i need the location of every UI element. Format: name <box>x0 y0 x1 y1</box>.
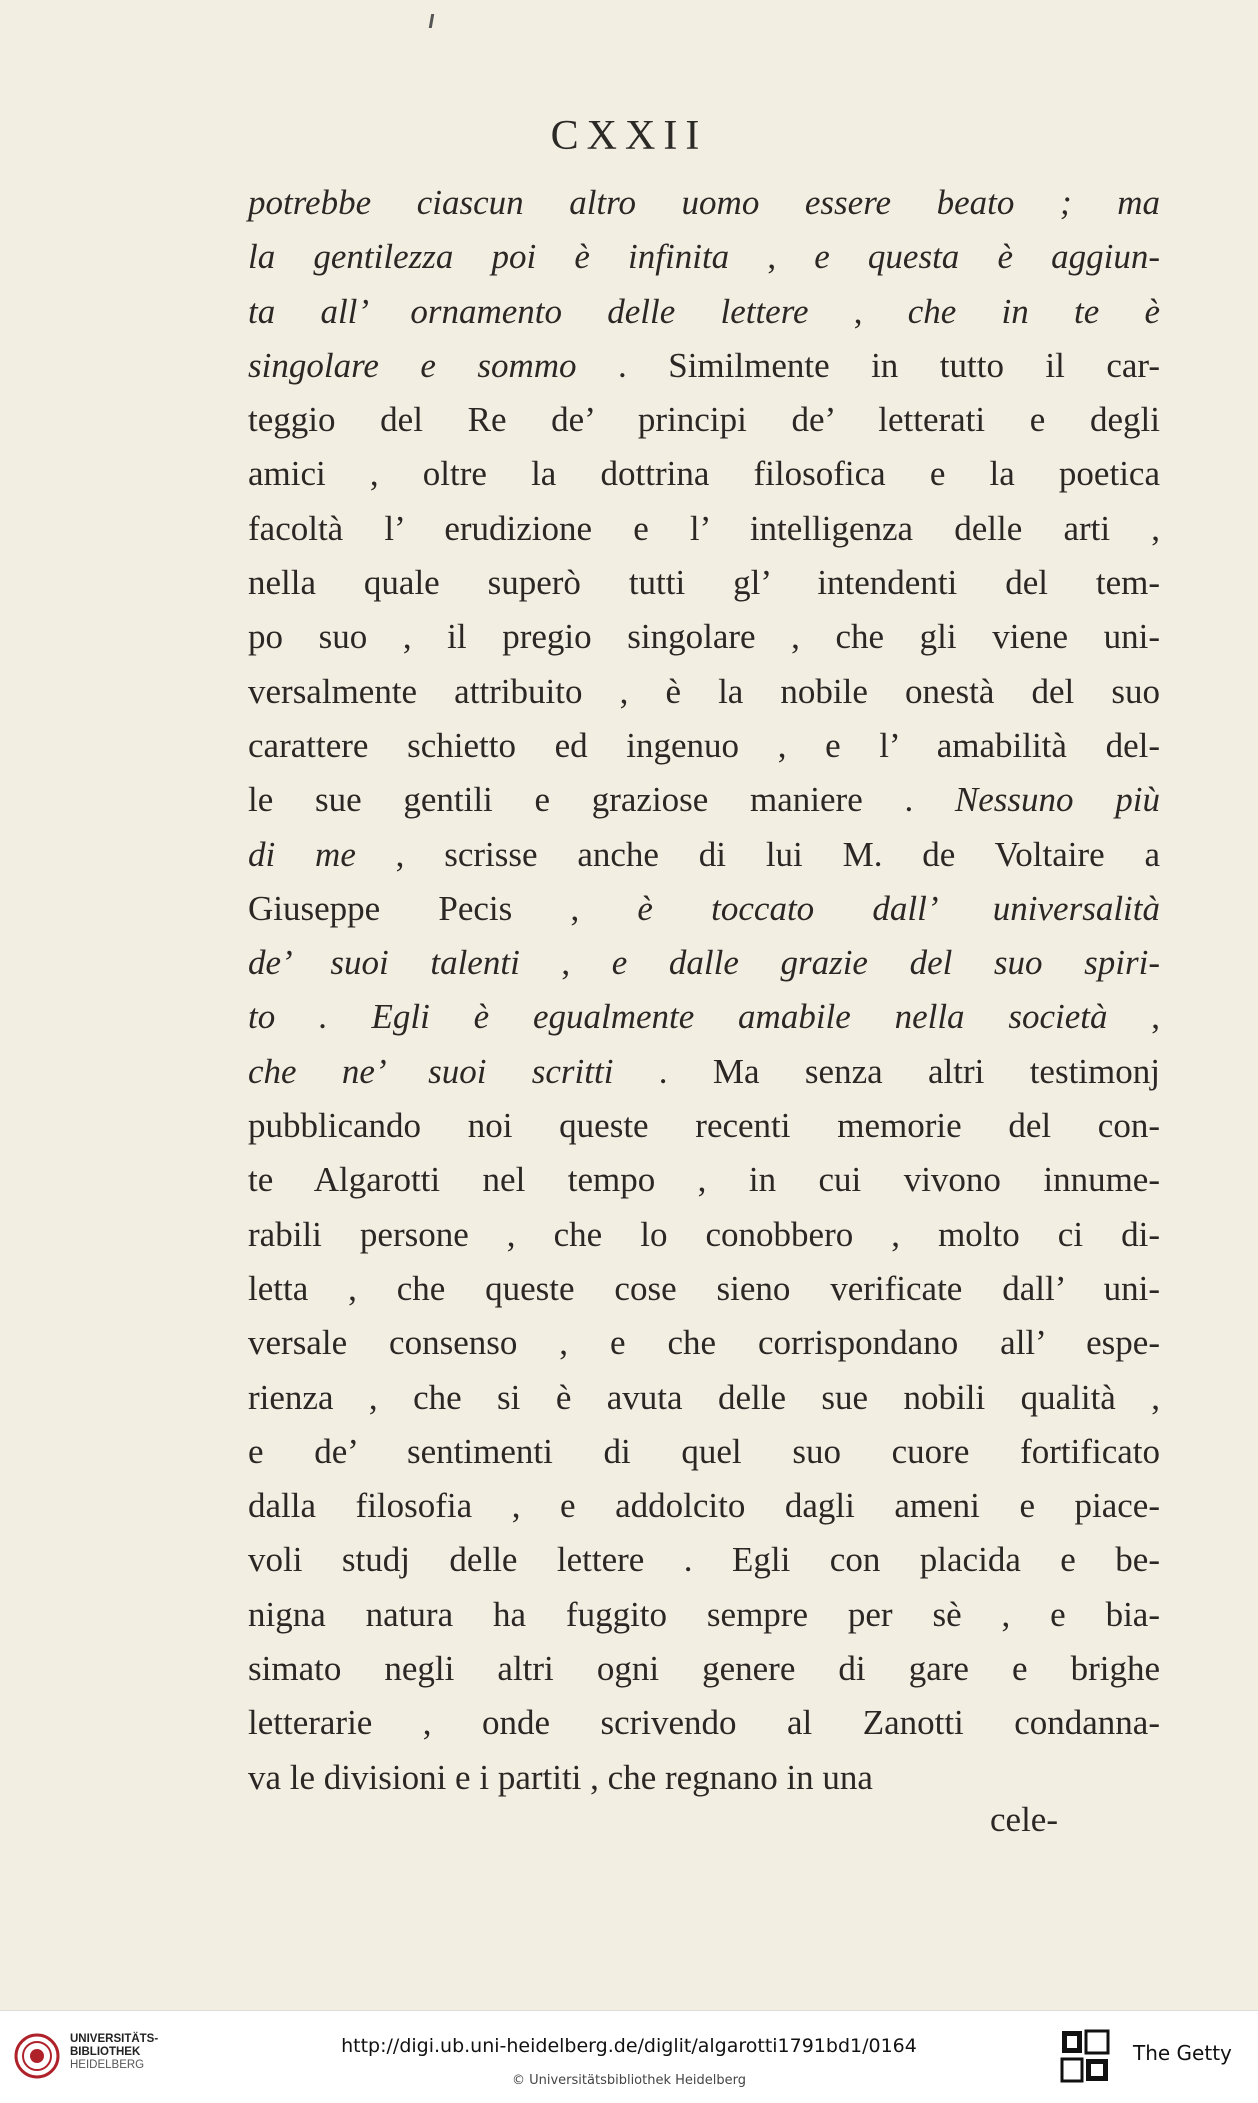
italic-segment: de’ suoi talenti <box>248 943 520 983</box>
italic-segment: potrebbe ciascun altro uomo essere beato ; ma <box>248 183 1160 222</box>
text-line <box>248 393 1160 447</box>
text-line <box>248 828 1160 882</box>
text-line <box>248 990 1160 1044</box>
text-line <box>248 610 1160 664</box>
text-segment: , <box>1107 997 1161 1037</box>
text-segment: versale consenso , e che corrispondano all’ espe- <box>248 1323 1160 1363</box>
text-segment: pubblicando noi queste recenti memorie del con- <box>248 1106 1160 1146</box>
text-line <box>248 502 1160 556</box>
text-segment: simato negli altri ogni genere di gare e brighe <box>248 1649 1160 1689</box>
text-segment: va le divisioni e i partiti , che regnano in una <box>248 1757 873 1797</box>
italic-segment: e questa è aggiun- <box>814 237 1161 277</box>
text-segment: dalla filosofia , e addolcito dagli ameni e piace- <box>248 1486 1160 1526</box>
text-segment: , <box>519 943 612 983</box>
body-text <box>248 176 1160 1805</box>
text-segment: facoltà l’ erudizione e l’ intelligenza delle arti , <box>248 508 1160 548</box>
running-head: CXXII <box>550 113 708 159</box>
italic-segment: che ne’ suoi scritti <box>248 1051 614 1091</box>
text-line <box>248 665 1160 719</box>
document-url-link[interactable]: http://digi.ub.uni-heidelberg.de/diglit/algarotti1791bd1/0164 <box>341 2035 917 2057</box>
text-line <box>248 1751 1160 1805</box>
text-segment: , scrisse anche di lui M. de Voltaire a <box>355 834 1160 874</box>
text-line <box>248 339 1160 393</box>
text-segment: nella quale superò tutti gl’ intendenti del tem- <box>248 563 1160 603</box>
text-line <box>248 936 1160 990</box>
text-line <box>248 1316 1160 1370</box>
text-line <box>248 882 1160 936</box>
text-line <box>248 1479 1160 1533</box>
text-segment: nigna natura ha fuggito sempre per sè , e bia- <box>248 1594 1160 1634</box>
italic-segment: singolare e sommo <box>248 345 577 385</box>
text-segment: . Ma senza altri testimonj <box>613 1051 1160 1091</box>
text-line <box>248 1642 1160 1696</box>
italic-segment: la gentilezza poi è infinita <box>248 237 730 277</box>
text-segment: e de’ sentimenti di quel suo cuore fortificato <box>248 1431 1160 1471</box>
text-segment: , <box>808 291 908 331</box>
catchword: cele- <box>990 1800 1058 1839</box>
ink-mark <box>429 14 434 28</box>
text-line <box>248 1533 1160 1587</box>
text-segment: amici , oltre la dottrina filosofica e la poetica <box>248 454 1160 494</box>
text-line <box>248 719 1160 773</box>
italic-segment: e dalle grazie del suo spiri- <box>611 943 1160 983</box>
text-line <box>248 285 1160 339</box>
italic-segment: di me <box>248 834 356 874</box>
text-segment: rienza , che si è avuta delle sue nobili qualità , <box>248 1377 1160 1417</box>
text-segment: versalmente attribuito , è la nobile onestà del suo <box>248 671 1160 711</box>
text-segment: teggio del Re de’ principi de’ letterati e degli <box>248 400 1160 440</box>
text-segment: , <box>729 237 815 277</box>
copyright-notice: © Universitätsbibliothek Heidelberg <box>511 2073 746 2088</box>
text-line <box>248 773 1160 827</box>
getty-logo-icon <box>1060 2029 1110 2085</box>
text-line <box>248 1153 1160 1207</box>
italic-segment: to . Egli è egualmente amabile nella società <box>248 997 1108 1037</box>
text-segment: le sue gentili e graziose maniere . <box>248 780 955 820</box>
text-line <box>248 176 1160 230</box>
text-line <box>248 1045 1160 1099</box>
italic-segment: ta all’ ornamento delle lettere <box>248 291 809 331</box>
text-segment: rabili persone , che lo conobbero , molto ci di- <box>248 1214 1160 1254</box>
text-line <box>248 1262 1160 1316</box>
partner-name: The Getty <box>1133 2041 1232 2065</box>
text-segment: . Similmente in tutto il car- <box>576 345 1160 385</box>
text-line <box>248 447 1160 501</box>
italic-segment: Nessuno più <box>954 780 1160 820</box>
text-line <box>248 1425 1160 1479</box>
text-segment: voli studj delle lettere . Egli con placida e be- <box>248 1540 1160 1580</box>
text-line <box>248 1696 1160 1750</box>
text-line <box>248 556 1160 610</box>
text-line <box>248 1371 1160 1425</box>
text-segment: letterarie , onde scrivendo al Zanotti condanna- <box>248 1703 1160 1743</box>
italic-segment: è toccato dall’ universalità <box>637 888 1160 928</box>
text-segment: letta , che queste cose sieno verificate dall’ uni- <box>248 1268 1160 1308</box>
text-line <box>248 230 1160 284</box>
text-segment: te Algarotti nel tempo , in cui vivono innume- <box>248 1160 1160 1200</box>
text-line <box>248 1099 1160 1153</box>
library-name-line: UNIVERSITÄTS- <box>70 2033 159 2045</box>
library-name-line: HEIDELBERG <box>70 2059 145 2071</box>
text-segment: carattere schietto ed ingenuo , e l’ amabilità del- <box>248 725 1160 765</box>
text-segment: Giuseppe Pecis , <box>248 888 638 928</box>
text-segment: po suo , il pregio singolare , che gli viene uni- <box>248 617 1160 657</box>
footer-bar <box>0 2010 1258 2103</box>
text-line <box>248 1588 1160 1642</box>
italic-segment: che in te è <box>907 291 1160 331</box>
library-name-line: BIBLIOTHEK <box>70 2046 141 2058</box>
text-line <box>248 1208 1160 1262</box>
